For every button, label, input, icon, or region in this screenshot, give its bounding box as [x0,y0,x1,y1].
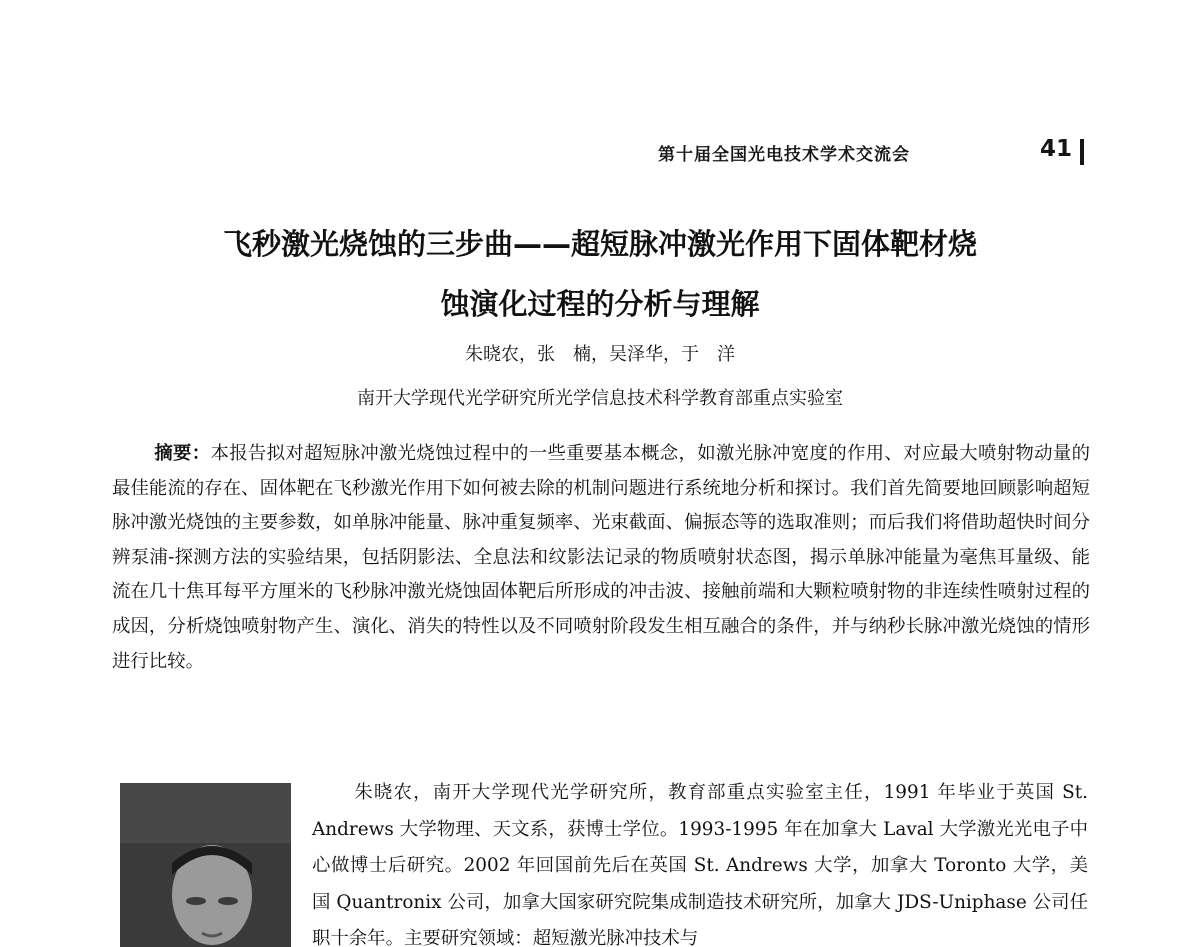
paper-title-line-1: 飞秒激光烧蚀的三步曲——超短脉冲激光作用下固体靶材烧 [222,227,977,261]
page-number: 41 [1040,136,1073,162]
conference-name: 第十届全国光电技术学术交流会 [658,145,910,165]
abstract-text: 本报告拟对超短脉冲激光烧蚀过程中的一些重要基本概念，如激光脉冲宽度的作用、对应最大喷射物动量的最佳能流的存在、固体靶在飞秒激光作用下如何被去除的机制问题进行系统地分析和探讨。我们首先简要地回顾影响超短脉冲激光烧蚀的主要参数，如单脉冲能量、脉冲重复频率、光束截面、偏振态等的选取准则；而后我们将借助超快时间分辨泵浦-探测方法的实验结果，包括阴影法、全息法和纹影法记录的物质喷射状态图，揭示单脉冲能量为毫焦耳量级、能流在几十焦耳每平方厘米的飞秒脉冲激光烧蚀固体靶后所形成的冲击波、接触前端和大颗粒喷射物的非连续性喷射过程的成因，分析烧蚀喷射物产生、演化、消失的特性以及不同喷射阶段发生相互融合的条件，并与纳秒长脉冲激光烧蚀的情形进行比较。 [112,443,1090,672]
abstract-label: 摘要： [154,443,211,464]
running-header [652,134,1102,168]
author-portrait-image [120,783,291,947]
affiliation: 南开大学现代光学研究所光学信息技术科学教育部重点实验室 [357,388,843,409]
author-photo [120,783,291,947]
header-rule [1080,139,1084,165]
abstract [112,437,1090,679]
author-biography: 朱晓农，南开大学现代光学研究所，教育部重点实验室主任，1991 年毕业于英国 St. Andrews 大学物理、天文系，获博士学位。1993-1995 年在加拿大 Laval 大学激光光电子中心做博士后研究。2002 年回国前先后在英国 St. Andrews 大学，加拿大 Toronto 大学，美国 Quantronix 公司，加拿大国家研究院集成制造技术研究所，加拿大 JDS-Uniphase 公司任职十余年。主要研究领域：超短激光脉冲技术与 [312,782,1088,947]
author-list: 朱晓农，张 楠，吴泽华，于 洋 [465,344,735,365]
paper-title-line-2: 蚀演化过程的分析与理解 [440,287,760,321]
